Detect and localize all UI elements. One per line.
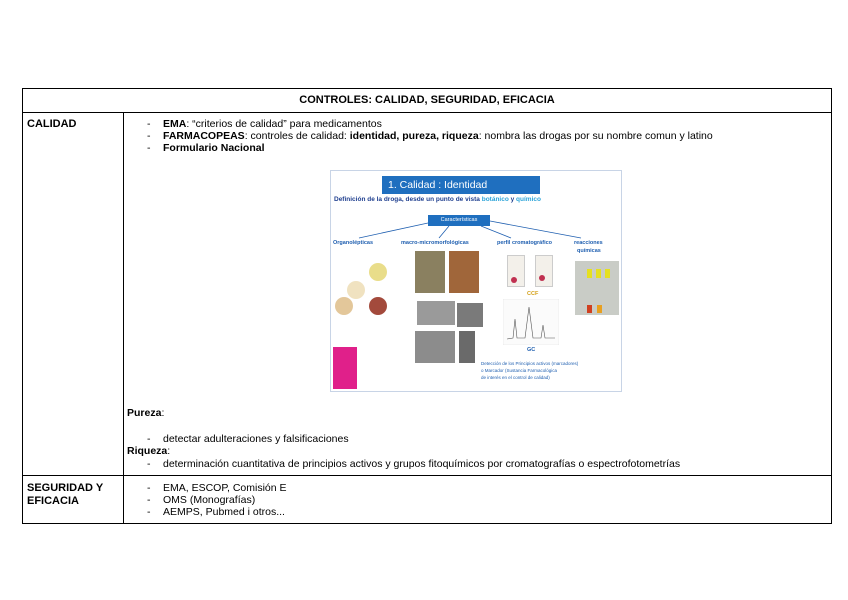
gc-label: GC [527,347,536,353]
cat-reacciones: reacciones [574,240,603,246]
bark-photo [449,251,479,293]
calidad-item-farmacopeas: FARMACOPEAS: controles de calidad: identidad, pureza, riqueza: nombra las drogas por su nombre comun y latino [163,130,713,142]
cat-organolepticas: Organolépticas [333,240,374,246]
riqueza-label: Riqueza: [127,445,171,457]
tube [587,269,592,278]
tube [605,269,610,278]
controls-table: CONTROLES: CALIDAD, SEGURIDAD, EFICACIA CALIDAD - EMA: “criterios de calidad” para medicamentos - FARMACOPEAS: controles de calidad: identidad, pureza, riqueza: nombra las drogas por su nombre comun y latino - Formulario Nacional Pureza: - detectar adulteraciones y falsificaciones Riqueza: - determinación cuantitativa de principios activos y grupos fitoquímicos por cromatografías o espectrofotometrías SEGURIDAD Y EFICACIA - EMA, ESCOP, Comisión E - OMS (Monografías) - AEMPS, Pubmed i otros... [22,88,832,524]
pureza-label: Pureza: [127,407,165,419]
ccf-label: CCF [527,291,539,297]
cat-macromicro: macro-micromorfológicas [401,240,469,246]
micro-photo [459,331,475,363]
column-divider [123,112,124,524]
leaf-photo [415,251,445,293]
sight-icon [335,297,353,315]
tlc-plate [535,255,553,287]
tlc-spot [539,275,545,281]
pureza-item: detectar adulteraciones y falsificaciones [163,433,349,445]
tlc-spot [511,277,517,283]
taste-icon [369,263,387,281]
cat-perfil: perfil cromatográfico [497,240,553,246]
caracteristicas-box: Características [428,215,490,226]
divider [23,112,831,113]
tube [597,305,602,313]
micro-photo [417,301,455,325]
seguridad-item: EMA, ESCOP, Comisión E [163,482,287,494]
calidad-identidad-slide [330,170,622,392]
touch-icon [369,297,387,315]
smell-icon [347,281,365,299]
row-label-calidad: CALIDAD [27,118,77,130]
slide-note: Detección de los Principios activos (marcadores) [481,361,579,366]
seguridad-item: AEMPS, Pubmed i otros... [163,506,285,518]
cat-reacciones-2: químicas [577,248,601,254]
slide-note: o Marcador (Sustancia Farmacológica [481,368,558,373]
calidad-item-ema: EMA: “criterios de calidad” para medicamentos [163,118,382,130]
row-label-seguridad: SEGURIDAD Y EFICACIA [27,482,104,507]
table-title: CONTROLES: CALIDAD, SEGURIDAD, EFICACIA [299,94,555,106]
riqueza-item: determinación cuantitativa de principios activos y grupos fitoquímicos por cromatografías o espectrofotometrías [163,458,681,470]
micro-photo [415,331,455,363]
tube [596,269,601,278]
slide-note: de interés en el control de calidad) [481,375,550,380]
divider [23,475,831,476]
book-cover [333,347,357,389]
slide-subtitle: Definición de la droga, desde un punto de vista botánico y químico [334,196,541,203]
seguridad-item: OMS (Monografías) [163,494,256,506]
slide-title: 1. Calidad : Identidad [382,176,540,194]
calidad-item-formulario: Formulario Nacional [163,142,265,154]
tube [587,305,592,313]
gc-chromatogram [503,299,559,345]
micro-photo [457,303,483,327]
